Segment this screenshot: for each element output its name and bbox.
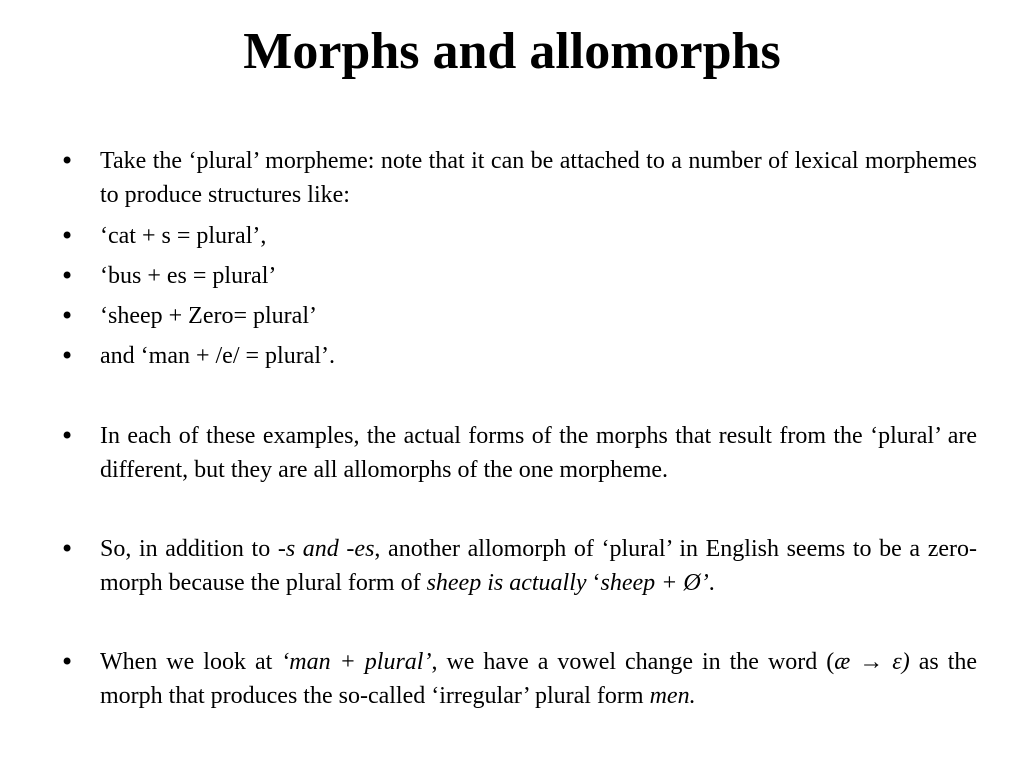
italic-segment: sheep is actually [426,570,587,596]
bullet-text [100,419,977,487]
italic-segment: æ → ε) [834,649,910,675]
bullet-text [100,299,977,333]
bullet-text [100,339,977,373]
bullet-marker: • [60,222,75,250]
text-segment: as the morph that produces the so-called ‘irregular’ plural form [100,649,978,709]
slide-title: Morphs and allomorphs [243,23,781,80]
text-segment: and ‘man + /e/ = plural’. [100,343,335,369]
italic-segment: ‘man + plural’ [281,649,432,675]
bullet-text [100,144,977,212]
bullet-text [100,645,977,713]
bullet-marker: • [60,535,75,563]
bullet-marker: • [60,342,75,370]
bullet-marker: • [60,302,75,330]
text-segment: When we look at [100,649,282,675]
italic-segment: sheep + Ø’ [600,570,709,596]
text-segment: , another allomorph of ‘plural’ in English seems to be a zero-morph because the plural form of [100,536,977,596]
text-segment: In each of these examples, the actual forms of the morphs that result from the ‘plural’ are different, but they are all allomorphs of the one morpheme. [100,423,977,483]
bullet-text [100,219,977,253]
bullet-marker: • [60,422,75,450]
text-segment: Take the ‘plural’ morpheme: note that it can be attached to a number of lexical morphemes to produce structures like: [100,148,977,208]
italic-segment: -s and -es [277,536,375,562]
text-segment: ‘bus + es = plural’ [100,263,277,289]
italic-segment: men. [649,683,696,709]
text-segment: ‘ [586,570,601,596]
text-segment: ‘sheep + Zero= plural’ [100,303,317,329]
bullet-marker: • [60,648,75,676]
text-segment: , we have a vowel change in the word ( [431,649,835,675]
text-segment: So, in addition to [100,536,278,562]
bullet-text [100,532,977,600]
bullet-text [100,259,977,293]
bullet-marker: • [60,262,75,290]
bullet-marker: • [60,147,75,175]
text-segment: ‘cat + s = plural’, [100,223,267,249]
text-segment: . [708,570,715,596]
